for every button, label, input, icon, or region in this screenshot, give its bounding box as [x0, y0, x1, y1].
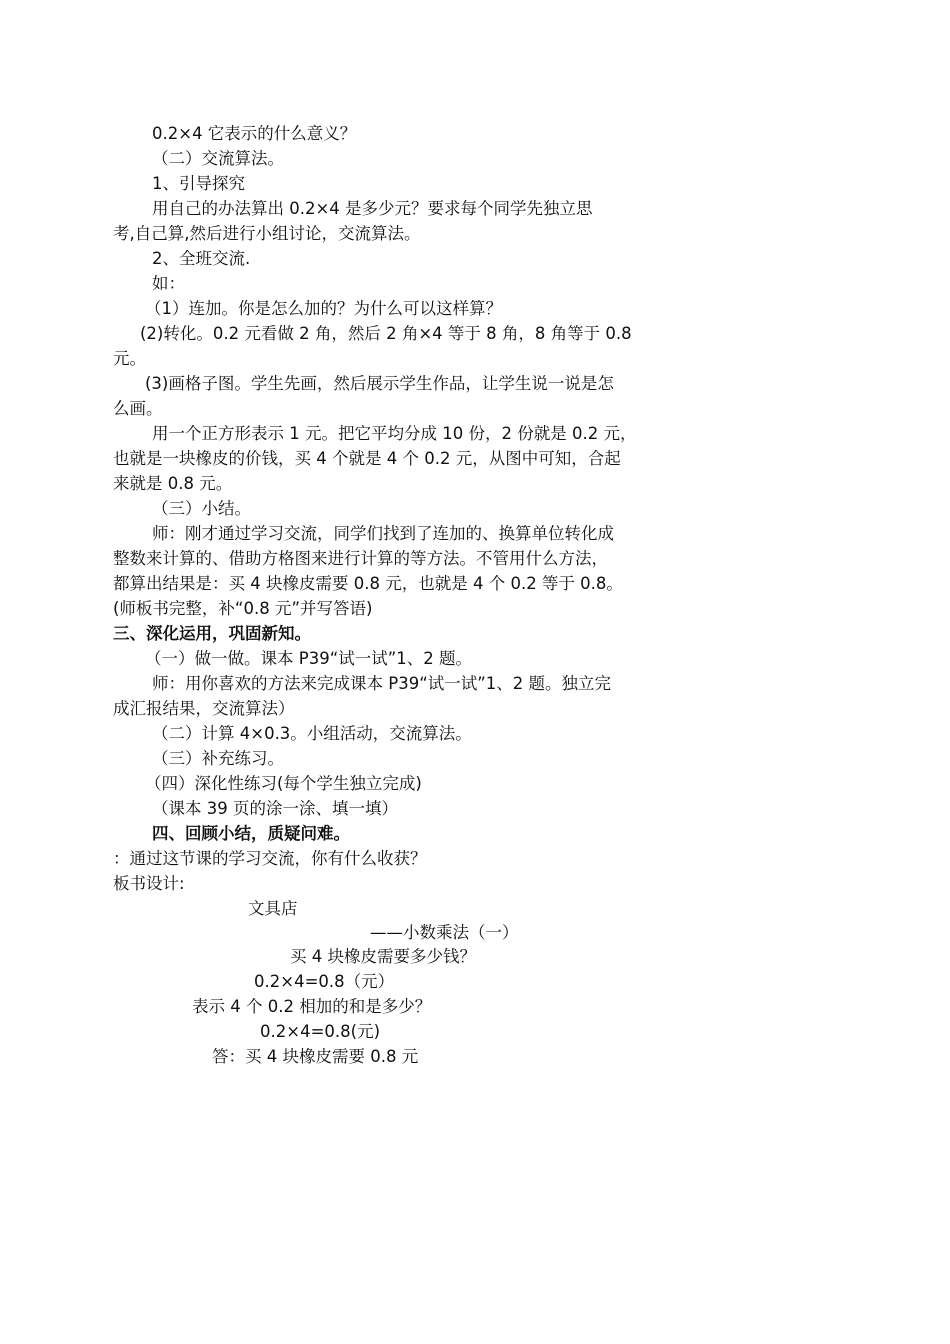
text-line: 么画。 — [113, 399, 163, 418]
text-line: 整数来计算的、借助方格图来进行计算的等方法。不管用什么方法， — [113, 549, 608, 568]
text-line: 也就是一块橡皮的价钱，买 4 个就是 4 个 0.2 元，从图中可知，合起 — [113, 449, 621, 468]
board-line: 买 4 块橡皮需要多少钱？ — [290, 947, 476, 966]
text-line: 2、全班交流. — [152, 249, 251, 268]
text-line: 都算出结果是：买 4 块橡皮需要 0.8 元，也就是 4 个 0.2 等于 0.8。 — [113, 574, 623, 593]
text-line: (2)转化。0.2 元看做 2 角，然后 2 角×4 等于 8 角，8 角等于 0.8 — [140, 324, 632, 343]
text-line: 师：用你喜欢的方法来完成课本 P39“试一试”1、2 题。独立完 — [152, 674, 612, 693]
text-line: 1、引导探究 — [152, 174, 245, 193]
text-line: 板书设计: — [113, 874, 185, 893]
section-heading: 三、深化运用，巩固新知。 — [113, 624, 311, 643]
board-line: 0.2×4=0.8（元） — [254, 972, 395, 991]
text-line: （课本 39 页的涂一涂、填一填） — [152, 799, 398, 818]
text-line: （二）计算 4×0.3。小组活动，交流算法。 — [152, 724, 472, 743]
text-line: (3)画格子图。学生先画，然后展示学生作品，让学生说一说是怎 — [145, 374, 614, 393]
text-line: ：通过这节课的学习交流，你有什么收获？ — [113, 849, 427, 868]
text-line: 元。 — [113, 349, 146, 368]
text-line: 用一个正方形表示 1 元。把它平均分成 10 份，2 份就是 0.2 元， — [152, 424, 637, 443]
text-line: 考,自己算,然后进行小组讨论，交流算法。 — [113, 224, 421, 243]
text-line: 0.2×4 它表示的什么意义？ — [152, 124, 357, 143]
board-line: 表示 4 个 0.2 相加的和是多少？ — [192, 997, 432, 1016]
board-subtitle: ——小数乘法（一） — [370, 923, 519, 942]
text-line: 如： — [152, 274, 185, 293]
board-line: 0.2×4=0.8(元) — [260, 1022, 381, 1041]
text-line: 来就是 0.8 元。 — [113, 474, 233, 493]
text-line: （二）交流算法。 — [152, 149, 284, 168]
text-line: （1）连加。你是怎么加的？为什么可以这样算？ — [145, 299, 502, 318]
text-line: 成汇报结果，交流算法） — [113, 699, 295, 718]
board-line: 答：买 4 块橡皮需要 0.8 元 — [212, 1047, 419, 1066]
text-line: （三）补充练习。 — [152, 749, 284, 768]
text-line: 用自己的办法算出 0.2×4 是多少元？要求每个同学先独立思 — [152, 199, 593, 218]
text-line: （一）做一做。课本 P39“试一试”1、2 题。 — [145, 649, 473, 668]
section-heading: 四、回顾小结，质疑问难。 — [152, 824, 350, 843]
text-line: 师：刚才通过学习交流，同学们找到了连加的、换算单位转化成 — [152, 524, 614, 543]
text-line: （四）深化性练习(每个学生独立完成) — [145, 774, 422, 793]
text-line: (师板书完整，补“0.8 元”并写答语) — [113, 599, 373, 618]
board-title: 文具店 — [248, 899, 298, 918]
text-line: （三）小结。 — [152, 499, 251, 518]
